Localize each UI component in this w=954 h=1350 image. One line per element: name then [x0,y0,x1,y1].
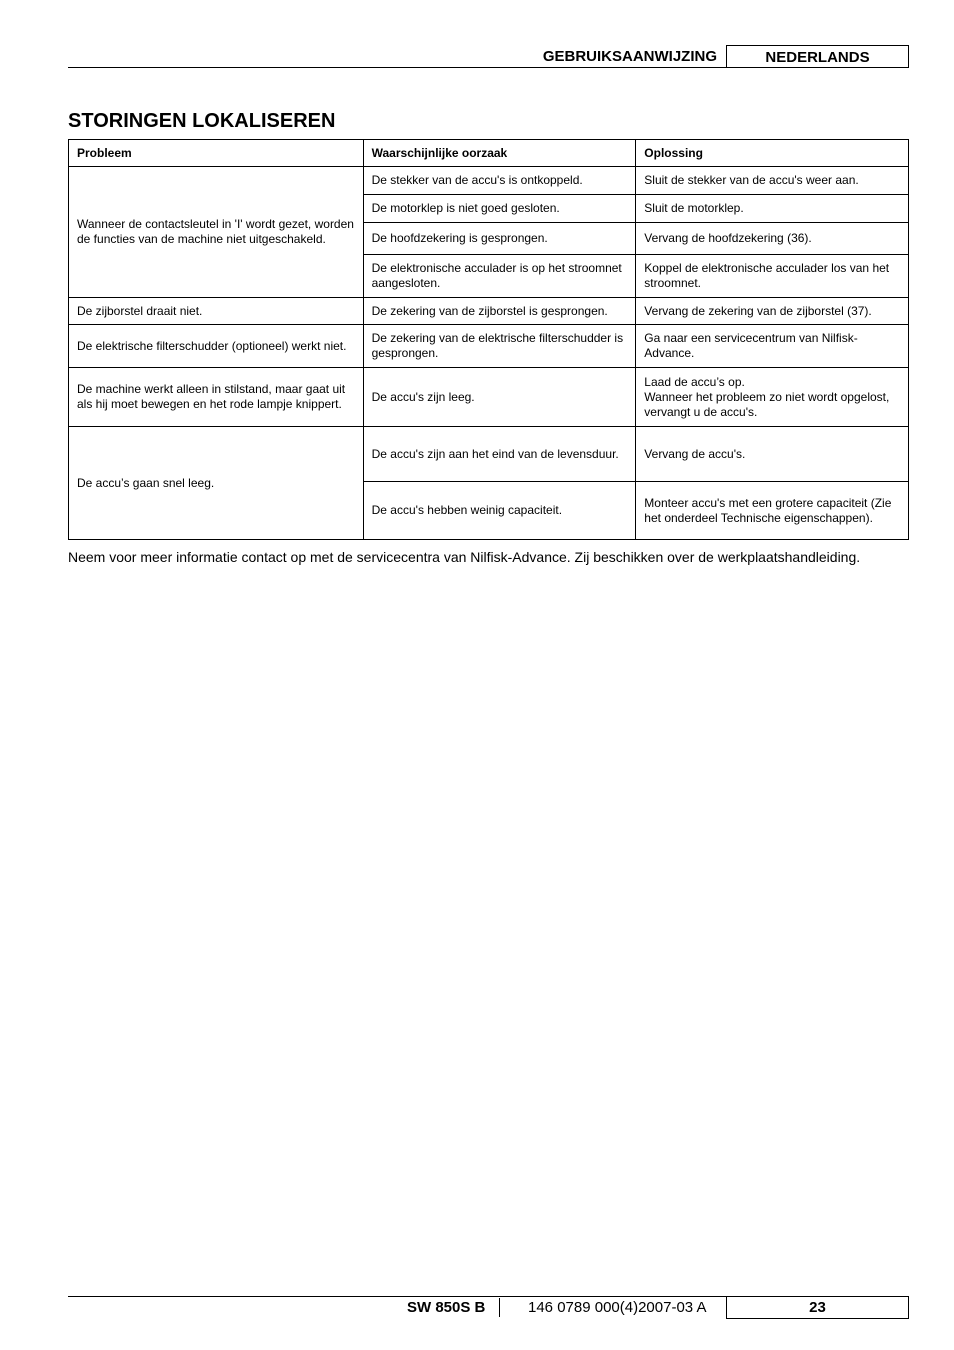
table-row [69,368,909,427]
footer-doc-code: 146 0789 000(4)2007-03 A [528,1299,707,1316]
problem-cell: De machine werkt alleen in stilstand, maar gaat uit als hij moet bewegen en het rode lampje knippert. [69,368,364,427]
info-note: Neem voor meer informatie contact op met de servicecentra van Nilfisk-Advance. Zij beschikken over de werkplaatshandleiding. [68,549,861,565]
table-row [69,325,909,368]
problem-cell: De zijborstel draait niet. [69,298,364,325]
header-rule [68,67,908,68]
solution-cell: Laad de accu’s op. Wanneer het probleem zo niet wordt opgelost, vervangt u de accu's. [636,368,909,427]
language-label: NEDERLANDS [726,45,909,68]
solution-cell: Vervang de accu's. [636,427,909,482]
solution-cell: Monteer accu's met een grotere capaciteit (Zie het onderdeel Technische eigenschappen). [636,482,909,540]
solution-cell: Sluit de stekker van de accu's weer aan. [636,167,909,195]
table-row [69,427,909,482]
solution-cell: Vervang de zekering van de zijborstel (37). [636,298,909,325]
page-title: STORINGEN LOKALISEREN [68,110,336,132]
cause-cell: De accu's zijn aan het eind van de levensduur. [363,427,636,482]
cause-cell: De stekker van de accu's is ontkoppeld. [363,167,636,195]
cause-cell: De accu's zijn leeg. [363,368,636,427]
manual-label: GEBRUIKSAANWIJZING [542,48,717,65]
column-header-solution: Oplossing [636,140,909,167]
table-row [69,167,909,195]
cause-cell: De hoofdzekering is gesprongen. [363,223,636,255]
page-number: 23 [726,1296,909,1319]
cause-cell: De zekering van de zijborstel is gesprongen. [363,298,636,325]
solution-cell: Koppel de elektronische acculader los van het stroomnet. [636,255,909,298]
footer-model: SW 850S B [407,1299,486,1316]
solution-cell: Sluit de motorklep. [636,195,909,223]
cause-cell: De motorklep is niet goed gesloten. [363,195,636,223]
troubleshooting-table [68,139,909,540]
cause-cell: De accu's hebben weinig capaciteit. [363,482,636,540]
problem-cell: Wanneer de contactsleutel in 'I' wordt gezet, worden de functies van de machine niet uitgeschakeld. [69,167,364,298]
table-row [69,298,909,325]
solution-cell: Vervang de hoofdzekering (36). [636,223,909,255]
solution-cell: Ga naar een servicecentrum van Nilfisk-Advance. [636,325,909,368]
problem-cell: De accu’s gaan snel leeg. [69,427,364,540]
column-header-problem: Probleem [69,140,364,167]
table-header-row [69,140,909,167]
problem-cell: De elektrische filterschudder (optioneel) werkt niet. [69,325,364,368]
column-header-cause: Waarschijnlijke oorzaak [363,140,636,167]
cause-cell: De elektronische acculader is op het stroomnet aangesloten. [363,255,636,298]
cause-cell: De zekering van de elektrische filterschudder is gesprongen. [363,325,636,368]
footer-divider [499,1298,500,1317]
